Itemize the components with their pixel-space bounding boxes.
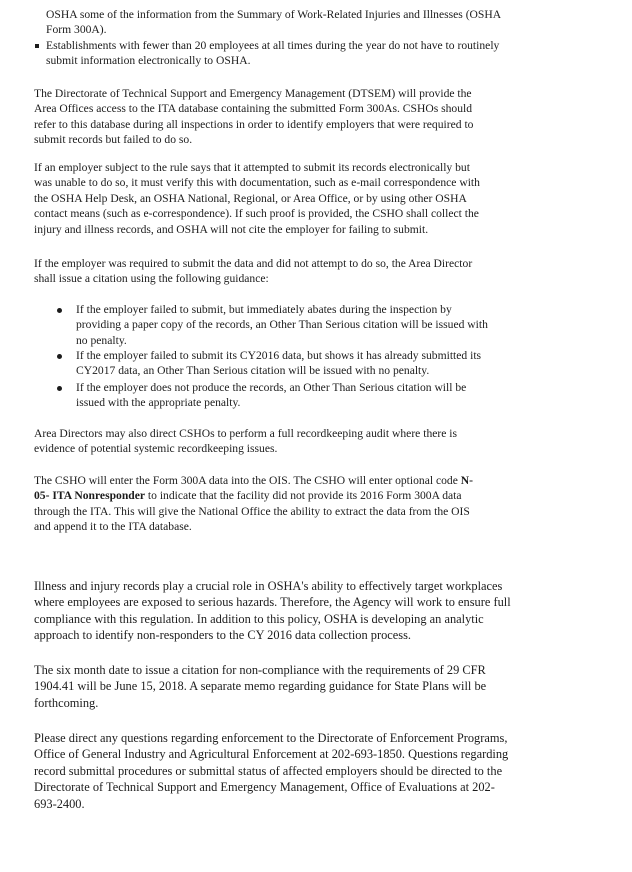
- text-line: If the employer failed to submit its CY2016 data, but shows it has already submitted its: [76, 349, 482, 362]
- guidance-bullet-1: [76, 302, 488, 348]
- text-line: CY2017 data, an Other Than Serious citation will be issued with no penalty.: [76, 364, 430, 378]
- paragraph-required-to-submit: [34, 256, 472, 287]
- text-line: the OSHA Help Desk, an OSHA National, Regional, or Area Office, or by using other OSHA: [34, 191, 467, 205]
- text-line: 1904.41 will be June 15, 2018. A separate memo regarding guidance for State Plans will be: [34, 679, 487, 694]
- text-line: 693-2400.: [34, 796, 85, 811]
- text-line: Office of General Industry and Agricultural Enforcement at 202-693-1850. Questions regarding: [34, 747, 509, 762]
- text-line: was unable to do so, it must verify this with documentation, such as e-mail correspondence with: [34, 176, 480, 190]
- paragraph-contact: [34, 730, 508, 812]
- paragraph-six-month: [34, 662, 486, 711]
- text-line: no penalty.: [76, 333, 127, 347]
- paragraph-audit: [34, 426, 457, 457]
- text-line: If an employer subject to the rule says that it attempted to submit its records electronically but: [34, 161, 470, 174]
- text-line: If the employer failed to submit, but immediately abates during the inspection by: [76, 303, 452, 316]
- text-line: forthcoming.: [34, 695, 99, 710]
- text-line: Area Directors may also direct CSHOs to perform a full recordkeeping audit where there is: [34, 427, 458, 440]
- square-bullet-icon: [35, 44, 39, 48]
- paragraph-unable-to-submit: [34, 160, 480, 237]
- text-line: Illness and injury records play a crucial role in OSHA's ability to effectively target workplaces: [34, 579, 503, 593]
- text-line: The Directorate of Technical Support and Emergency Management (DTSEM) will provide the: [34, 87, 472, 100]
- text-line: [34, 488, 473, 503]
- text-line: If the employer does not produce the records, an Other Than Serious citation will be: [76, 381, 467, 394]
- text-line: [34, 473, 473, 488]
- text-line: submit information electronically to OSHA.: [46, 54, 251, 68]
- paragraph-ois: [34, 473, 473, 535]
- text-line: approach to identify non-responders to the CY 2016 data collection process.: [34, 628, 412, 643]
- text-line: submit records but failed to do so.: [34, 133, 193, 147]
- text-run: to indicate that the facility did not provide its 2016 Form 300A data: [145, 489, 462, 503]
- text-line: refer to this database during all inspections in order to identify employers that were required to: [34, 117, 474, 131]
- top-list-item-1: [46, 7, 501, 38]
- text-line: If the employer was required to submit the data and did not attempt to do so, the Area Director: [34, 257, 473, 270]
- code-text: 05- ITA Nonresponder: [34, 489, 146, 503]
- guidance-bullet-2: [76, 348, 481, 379]
- text-line: and append it to the ITA database.: [34, 520, 192, 534]
- top-list-item-2: [46, 38, 499, 69]
- text-line: Please direct any questions regarding enforcement to the Directorate of Enforcement Programs,: [34, 731, 508, 745]
- code-text: N-: [460, 474, 473, 487]
- text-line: evidence of potential systemic recordkeeping issues.: [34, 442, 278, 456]
- text-run: The CSHO will enter the Form 300A data into the OIS. The CSHO will enter optional code: [34, 474, 461, 487]
- guidance-bullet-3: [76, 380, 466, 411]
- paragraph-dtsem: [34, 86, 473, 148]
- text-line: where employees are exposed to serious hazards. Therefore, the Agency will work to ensure full: [34, 595, 511, 610]
- round-bullet-icon: [57, 354, 62, 359]
- text-line: Establishments with fewer than 20 employees at all times during the year do not have to routinely: [46, 39, 500, 52]
- text-line: OSHA some of the information from the Summary of Work-Related Injuries and Illnesses (OSHA: [46, 8, 502, 21]
- text-line: The six month date to issue a citation for non-compliance with the requirements of 29 CFR: [34, 663, 486, 677]
- text-line: Area Offices access to the ITA database containing the submitted Form 300As. CSHOs should: [34, 102, 473, 116]
- round-bullet-icon: [57, 386, 62, 391]
- paragraph-illness-records: [34, 578, 511, 644]
- round-bullet-icon: [57, 308, 62, 313]
- text-line: injury and illness records, and OSHA will not cite the employer for failing to submit.: [34, 222, 429, 236]
- text-line: providing a paper copy of the records, an Other Than Serious citation will be issued with: [76, 318, 488, 332]
- text-line: contact means (such as e-correspondence). If such proof is provided, the CSHO shall collect the: [34, 207, 479, 221]
- text-line: compliance with this regulation. In addition to this policy, OSHA is developing an analytic: [34, 611, 484, 626]
- text-line: issued with the appropriate penalty.: [76, 396, 241, 410]
- text-line: through the ITA. This will give the National Office the ability to extract the data from the OIS: [34, 504, 470, 518]
- text-line: Directorate of Technical Support and Emergency Management, Office of Evaluations at 202-: [34, 780, 495, 795]
- text-line: shall issue a citation using the following guidance:: [34, 272, 269, 286]
- text-line: record submittal procedures or submittal status of affected employers should be directed to the: [34, 763, 503, 778]
- text-line: Form 300A).: [46, 23, 107, 37]
